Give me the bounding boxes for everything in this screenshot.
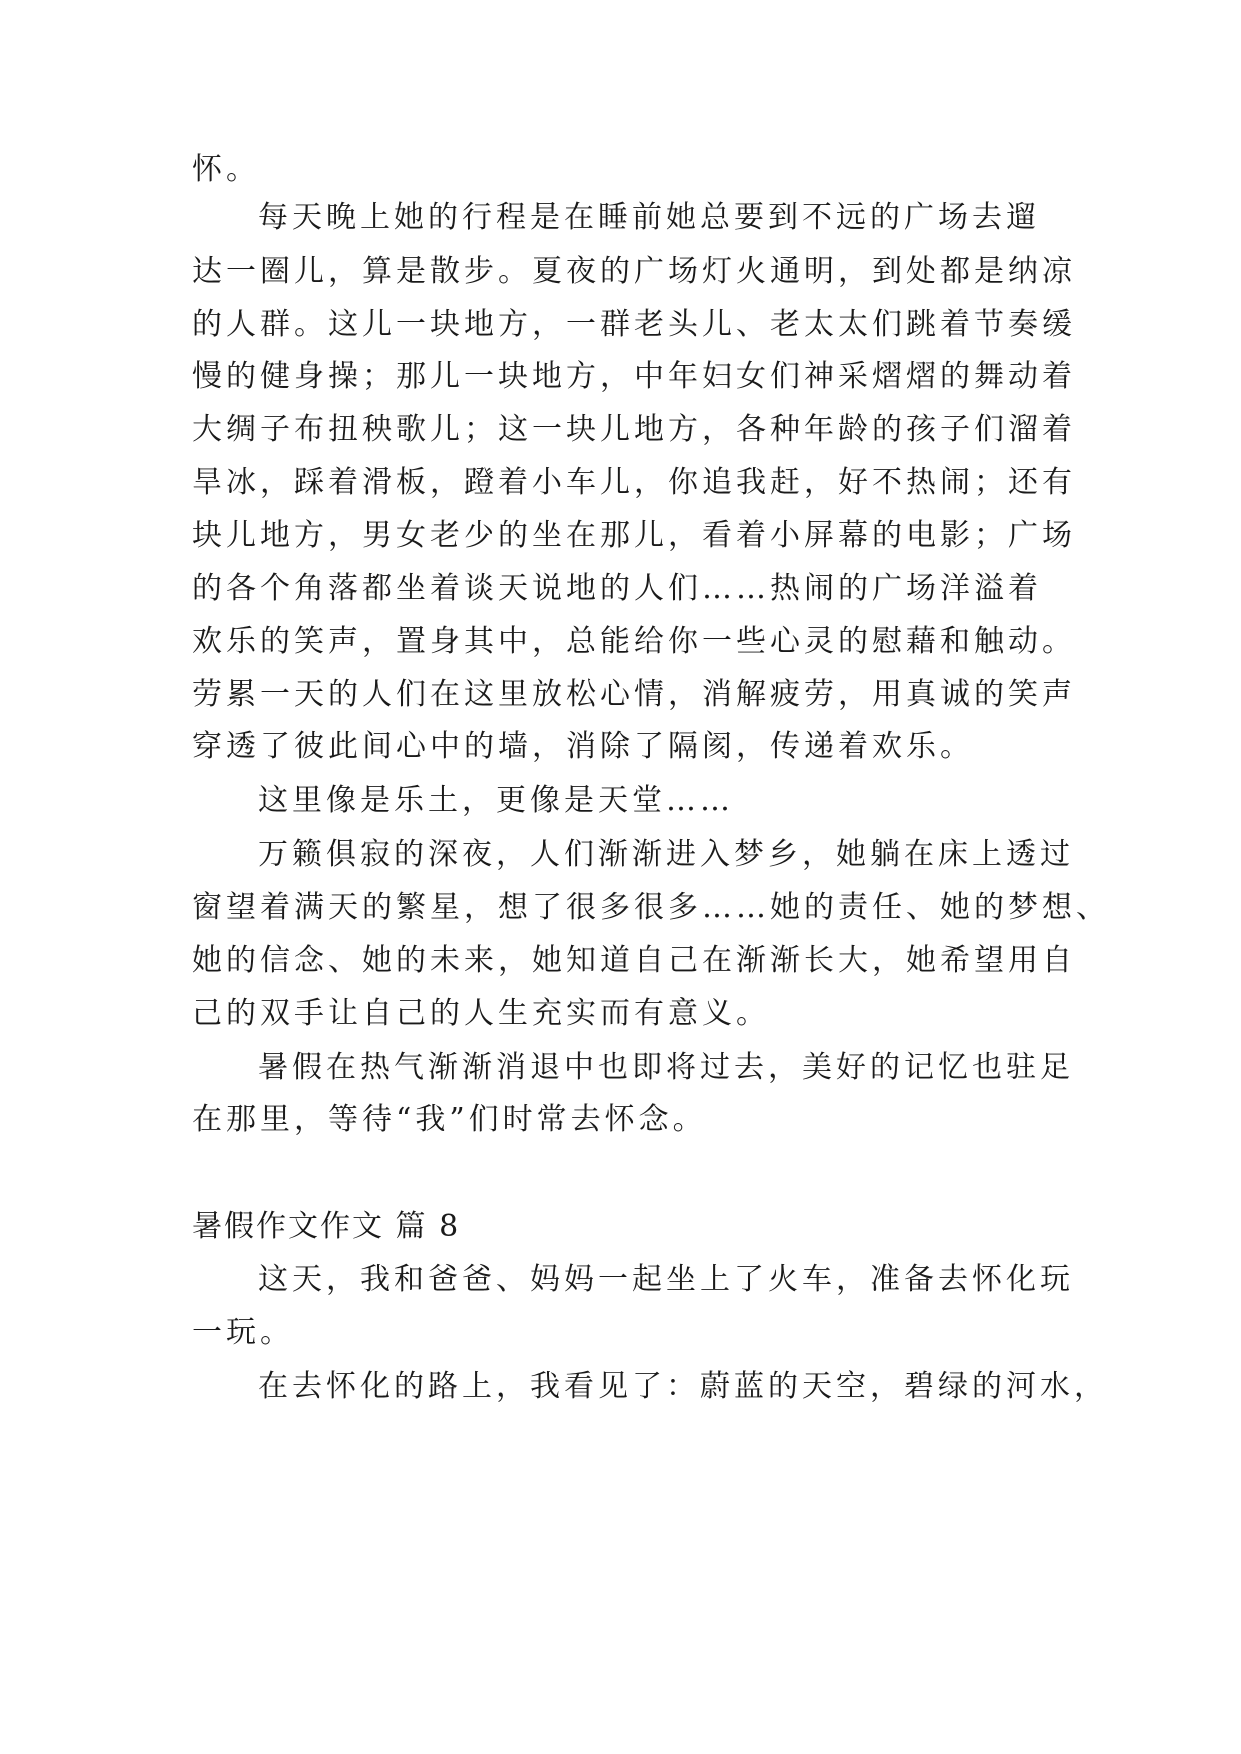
- text-line: 怀。: [192, 152, 260, 187]
- paragraph-start-line: 暑假在热气渐渐消退中也即将过去，美好的记忆也驻足: [258, 1050, 1074, 1085]
- paragraph-start-line: 这天，我和爸爸、妈妈一起坐上了火车，准备去怀化玩: [258, 1262, 1074, 1297]
- text-line: 她的信念、她的未来，她知道自己在渐渐长大，她希望用自: [192, 943, 1076, 978]
- text-line: 穿透了彼此间心中的墙，消除了隔阂，传递着欢乐。: [192, 729, 974, 764]
- text-line: 块儿地方，男女老少的坐在那儿，看着小屏幕的电影；广场: [192, 518, 1076, 553]
- text-line: 慢的健身操；那儿一块地方，中年妇女们神采熠熠的舞动着: [192, 359, 1076, 394]
- text-line: 在那里，等待“我”们时常去怀念。: [192, 1102, 707, 1137]
- text-line: 旱冰，踩着滑板，蹬着小车儿，你追我赶，好不热闹；还有: [192, 465, 1076, 500]
- text-line: 欢乐的笑声，置身其中，总能给你一些心灵的慰藉和触动。: [192, 624, 1076, 659]
- text-line: 的人群。这儿一块地方，一群老头儿、老太太们跳着节奏缓: [192, 307, 1076, 342]
- text-line: 一玩。: [192, 1315, 294, 1350]
- text-line: 己的双手让自己的人生充实而有意义。: [192, 996, 770, 1031]
- text-line: 达一圈儿，算是散步。夏夜的广场灯火通明，到处都是纳凉: [192, 254, 1076, 289]
- paragraph-start-line: 这里像是乐土，更像是天堂……: [258, 783, 734, 818]
- paragraph-start-line: 每天晚上她的行程是在睡前她总要到不远的广场去遛: [258, 200, 1040, 235]
- text-line: 的各个角落都坐着谈天说地的人们……热闹的广场洋溢着: [192, 571, 1042, 606]
- paragraph-start-line: 在去怀化的路上，我看见了：蔚蓝的天空，碧绿的河水，: [258, 1369, 1108, 1404]
- text-line: 窗望着满天的繁星，想了很多很多……她的责任、她的梦想、: [192, 890, 1110, 925]
- section-heading: 暑假作文作文 篇 8: [192, 1209, 461, 1244]
- text-line: 劳累一天的人们在这里放松心情，消解疲劳，用真诚的笑声: [192, 677, 1076, 712]
- text-line: 大绸子布扭秧歌儿；这一块儿地方，各种年龄的孩子们溜着: [192, 412, 1076, 447]
- paragraph-start-line: 万籁俱寂的深夜，人们渐渐进入梦乡，她躺在床上透过: [258, 837, 1074, 872]
